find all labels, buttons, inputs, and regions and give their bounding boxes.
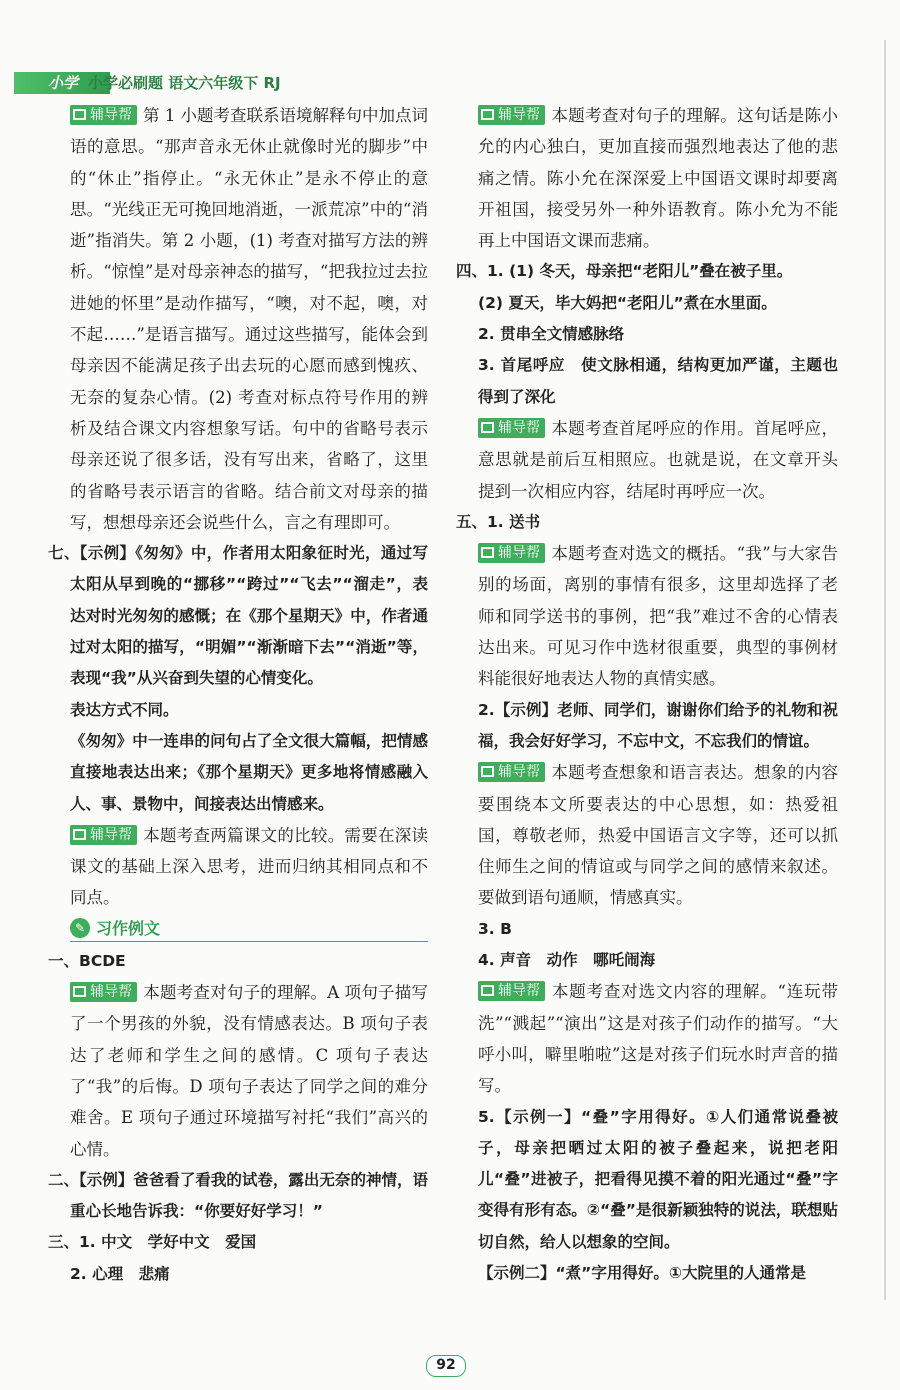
- section-heading: ✎ 习作例文: [70, 918, 428, 942]
- answer-5-2: 2.【示例】老师、同学们，谢谢你们给予的礼物和祝福，我会好好学习，不忘中文，不忘我们的情谊。: [478, 700, 838, 750]
- explanation-paragraph: 辅导帮 本题考查对选文的概括。“我”与大家告别的场面，离别的事情有很多，这里却选择了老师和同学送书的事例，把“我”难过不舍的心情表达出来。可见习作中选材很重要，典型的事例材料能很好地表达人物的真情实感。: [478, 544, 838, 689]
- page-header: [14, 70, 281, 94]
- book-icon: [73, 986, 86, 997]
- page-number: 92: [426, 1355, 466, 1377]
- right-column: [456, 100, 838, 1289]
- tutor-badge: 辅导帮: [70, 825, 137, 845]
- answer-4-3: 3. 首尾呼应 使文脉相通，结构更加严谨，主题也得到了深化: [478, 356, 838, 406]
- explanation-paragraph: 辅导帮 本题考查对选文内容的理解。“连玩带洗”“溅起”“演出”这是对孩子们动作的描写。“大呼小叫，噼里啪啦”这是对孩子们玩水时声音的描写。: [478, 982, 838, 1096]
- tutor-badge: 辅导帮: [70, 982, 137, 1002]
- explanation-paragraph: 辅导帮 本题考查想象和语言表达。想象的内容要围绕本文所要表达的中心思想，如：热爱祖国，尊敬老师，热爱中国语言文字等，还可以抓住师生之间的情谊或与同学之间的感情来叙述。要做到语句通顺，情感真实。: [478, 763, 838, 908]
- book-icon: [73, 829, 86, 840]
- left-column: [48, 100, 428, 1290]
- book-icon: [481, 547, 494, 558]
- explanation-paragraph: 辅导帮 第 1 小题考查联系语境解释句中加点词语的意思。“那声音永无休止就像时光的脚步”中的“休止”指停止。“永无休止”是永不停止的意思。“光线正无可挽回地消逝，一派荒凉”中的“消逝”指消失。第 2 小题，(1) 考查对描写方法的辨析。“惊惶”是对母亲神态的描写，“把我拉过去拉进她的怀里”是动作描写，“噢，对不起，噢，对不起……”是语言描写。通过这些描写，能体会到母亲因不能满足孩子出去玩的心愿而感到愧疚、无奈的复杂心情。(2) 考查对标点符号作用的辨析及结合课文内容想象写话。句中的省略号表示母亲还说了很多话，没有写出来，省略了，这里的省略号表示语言的省略。结合前文对母亲的描写，想想母亲还会说些什么，言之有理即可。: [70, 106, 428, 532]
- explanation-paragraph: 辅导帮 本题考查两篇课文的比较。需要在深读课文的基础上深入思考，进而归纳其相同点和不同点。: [70, 825, 428, 908]
- book-icon: [481, 422, 494, 433]
- tutor-badge: 辅导帮: [478, 418, 545, 438]
- book-title: 小学必刷题 语文六年级下 RJ: [88, 73, 281, 92]
- answer-7-detail: 《匆匆》中一连串的问句占了全文很大篇幅，把情感直接地表达出来；《那个星期天》更多地将情感融入人、事、景物中，间接表达出情感来。: [70, 731, 428, 813]
- answer-3-2: 2. 心理 悲痛: [70, 1264, 170, 1283]
- tutor-badge: 辅导帮: [478, 762, 545, 782]
- answer-2: 二、【示例】爸爸看了看我的试卷，露出无奈的神情，语重心长地告诉我：“你要好好学习！”: [48, 1170, 428, 1221]
- tutor-badge: 辅导帮: [478, 543, 545, 563]
- answer-7: 七、【示例】《匆匆》中，作者用太阳象征时光，通过写太阳从早到晚的“挪移”“跨过”“飞去”“溜走”，表达对时光匆匆的感慨；在《那个星期天》中，作者通过对太阳的描写，“明媚”“渐渐暗下去”“消逝”等，表现“我”从兴奋到失望的心情变化。: [48, 544, 428, 688]
- tutor-badge: 辅导帮: [478, 105, 545, 125]
- book-icon: [481, 109, 494, 120]
- answer-1: 一、BCDE: [48, 951, 126, 970]
- answer-5-5-alt: 【示例二】“煮”字用得好。①大院里的人通常是: [478, 1263, 806, 1282]
- section-icon: ✎: [70, 918, 90, 938]
- page-edge-rule: [884, 40, 886, 1300]
- answer-3: 三、1. 中文 学好中文 爱国: [48, 1233, 257, 1252]
- answer-4-1: 四、1. (1) 冬天，母亲把“老阳儿”叠在被子里。: [456, 262, 793, 281]
- answer-4-1-2: (2) 夏天，毕大妈把“老阳儿”煮在水里面。: [478, 293, 777, 312]
- series-logo: 小学: [48, 73, 79, 92]
- answer-5-1: 五、1. 送书: [456, 512, 541, 531]
- book-icon: [481, 985, 494, 996]
- book-icon: [73, 109, 86, 120]
- book-icon: [481, 766, 494, 777]
- answer-5-5: 5.【示例一】“叠”字用得好。①人们通常说叠被子，母亲把晒过太阳的被子叠起来，说把老阳儿“叠”进被子，把看得见摸不着的阳光通过“叠”字变得有形有态。②“叠”是很新颖独特的说法，联想贴切自然，给人以想象的空间。: [478, 1107, 838, 1251]
- explanation-paragraph: 辅导帮 本题考查对句子的理解。A 项句子描写了一个男孩的外貌，没有情感表达。B 项句子表达了老师和学生之间的感情。C 项句子表达了“我”的后悔。D 项句子表达了同学之间的难分难舍。E 项句子通过环境描写衬托“我们”高兴的心情。: [70, 983, 428, 1159]
- tutor-badge: 辅导帮: [478, 981, 545, 1001]
- answer-7-point: 表达方式不同。: [70, 700, 179, 719]
- tutor-badge: 辅导帮: [70, 105, 137, 125]
- explanation-paragraph: 辅导帮 本题考查对句子的理解。这句话是陈小允的内心独白，更加直接而强烈地表达了他的悲痛之情。陈小允在深深爱上中国语文课时却要离开祖国，接受另外一种外语教育。陈小允为不能再上中国语文课而悲痛。: [478, 106, 838, 251]
- explanation-paragraph: 辅导帮 本题考查首尾呼应的作用。首尾呼应，意思就是前后互相照应。也就是说，在文章开头提到一次相应内容，结尾时再呼应一次。: [478, 418, 838, 501]
- answer-4-2: 2. 贯串全文情感脉络: [478, 325, 625, 344]
- answer-5-3: 3. B: [478, 919, 512, 938]
- answer-5-4: 4. 声音 动作 哪吒闹海: [478, 951, 656, 970]
